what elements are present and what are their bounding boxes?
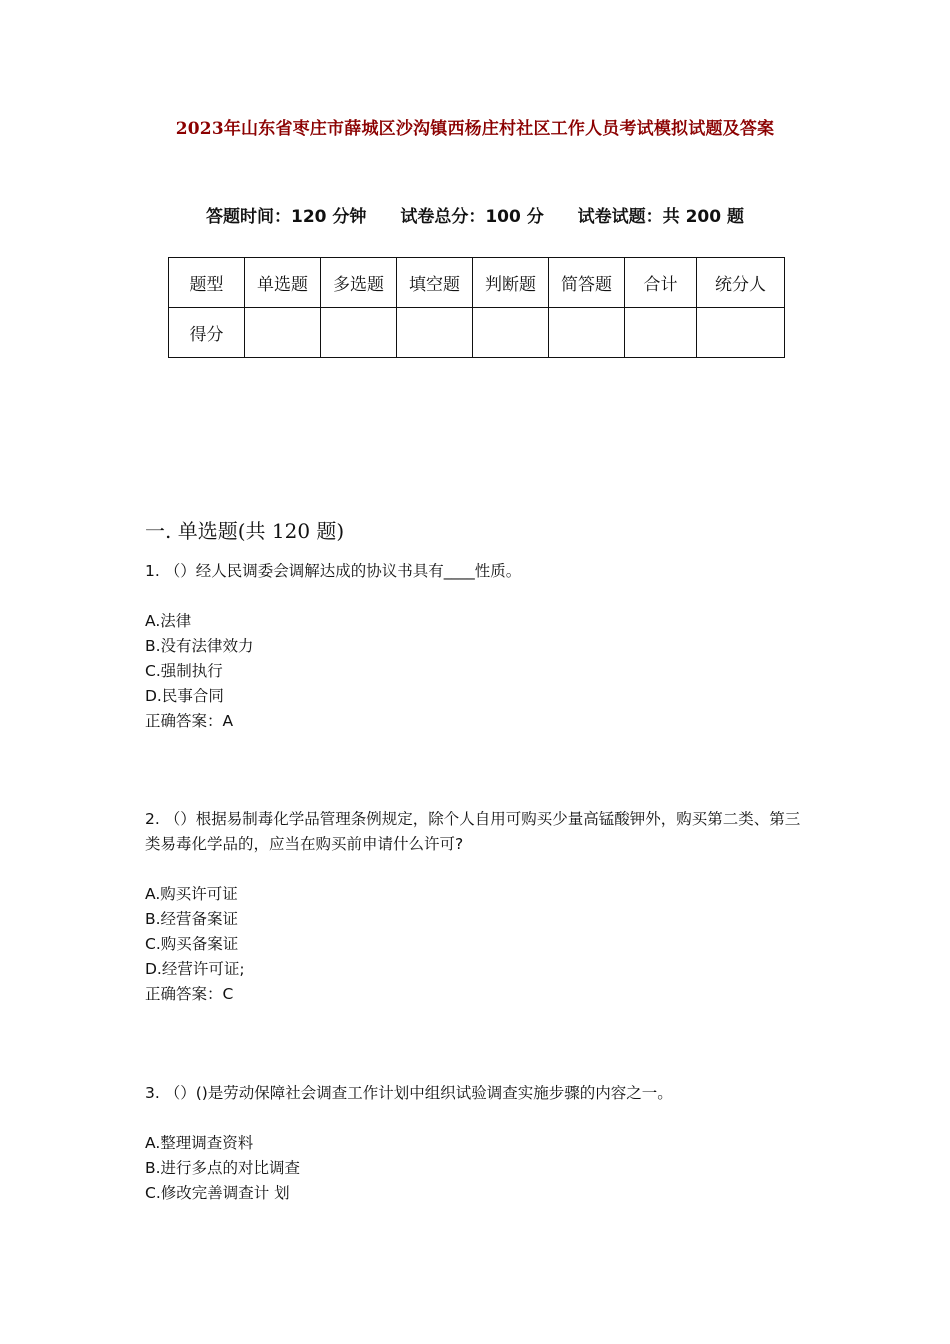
question-option: B.没有法律效力 xyxy=(145,637,254,655)
score-header-cell: 统分人 xyxy=(697,258,785,308)
score-header-cell: 简答题 xyxy=(549,258,625,308)
question-option: C.强制执行 xyxy=(145,662,223,680)
exam-time: 答题时间：120 分钟 xyxy=(206,207,367,227)
question-answer: 正确答案：C xyxy=(145,985,234,1003)
score-header-cell: 单选题 xyxy=(245,258,321,308)
question-stem: 3. （）()是劳动保障社会调查工作计划中组织试验调查实施步骤的内容之一。 xyxy=(145,1084,673,1102)
question-2 xyxy=(145,807,810,1007)
score-cell xyxy=(549,308,625,358)
question-answer: 正确答案：A xyxy=(145,712,234,730)
score-header-cell: 多选题 xyxy=(321,258,397,308)
question-option: A.整理调查资料 xyxy=(145,1134,254,1152)
exam-question-count: 试卷试题：共 200 题 xyxy=(577,207,744,227)
question-option: A.购买许可证 xyxy=(145,885,238,903)
score-cell xyxy=(397,308,473,358)
document-title: 2023年山东省枣庄市薛城区沙沟镇西杨庄村社区工作人员考试模拟试题及答案 xyxy=(175,119,775,139)
question-option: D.经营许可证; xyxy=(145,960,245,978)
score-cell xyxy=(473,308,549,358)
score-table-score-row xyxy=(169,308,785,358)
score-cell xyxy=(697,308,785,358)
question-option: C.修改完善调查计 划 xyxy=(145,1184,290,1202)
question-option: C.购买备案证 xyxy=(145,935,239,953)
score-cell xyxy=(625,308,697,358)
question-option: D.民事合同 xyxy=(145,687,224,705)
question-option: A.法律 xyxy=(145,612,192,630)
score-cell xyxy=(321,308,397,358)
score-row-label: 得分 xyxy=(169,308,245,358)
question-3 xyxy=(145,1081,810,1206)
score-header-cell: 题型 xyxy=(169,258,245,308)
question-option: B.经营备案证 xyxy=(145,910,239,928)
score-cell xyxy=(245,308,321,358)
question-option: B.进行多点的对比调查 xyxy=(145,1159,301,1177)
score-table xyxy=(168,257,785,358)
question-1 xyxy=(145,559,810,734)
score-table-header-row xyxy=(169,258,785,308)
section-heading: 一. 单选题(共 120 题) xyxy=(145,519,345,543)
question-stem: 2. （）根据易制毒化学品管理条例规定，除个人自用可购买少量高锰酸钾外，购买第二类、第三类易毒化学品的，应当在购买前申请什么许可? xyxy=(145,810,801,853)
exam-total-score: 试卷总分：100 分 xyxy=(400,207,544,227)
score-header-cell: 合计 xyxy=(625,258,697,308)
score-header-cell: 填空题 xyxy=(397,258,473,308)
score-header-cell: 判断题 xyxy=(473,258,549,308)
question-stem: 1. （）经人民调委会调解达成的协议书具有____性质。 xyxy=(145,562,522,580)
exam-meta xyxy=(0,202,950,227)
